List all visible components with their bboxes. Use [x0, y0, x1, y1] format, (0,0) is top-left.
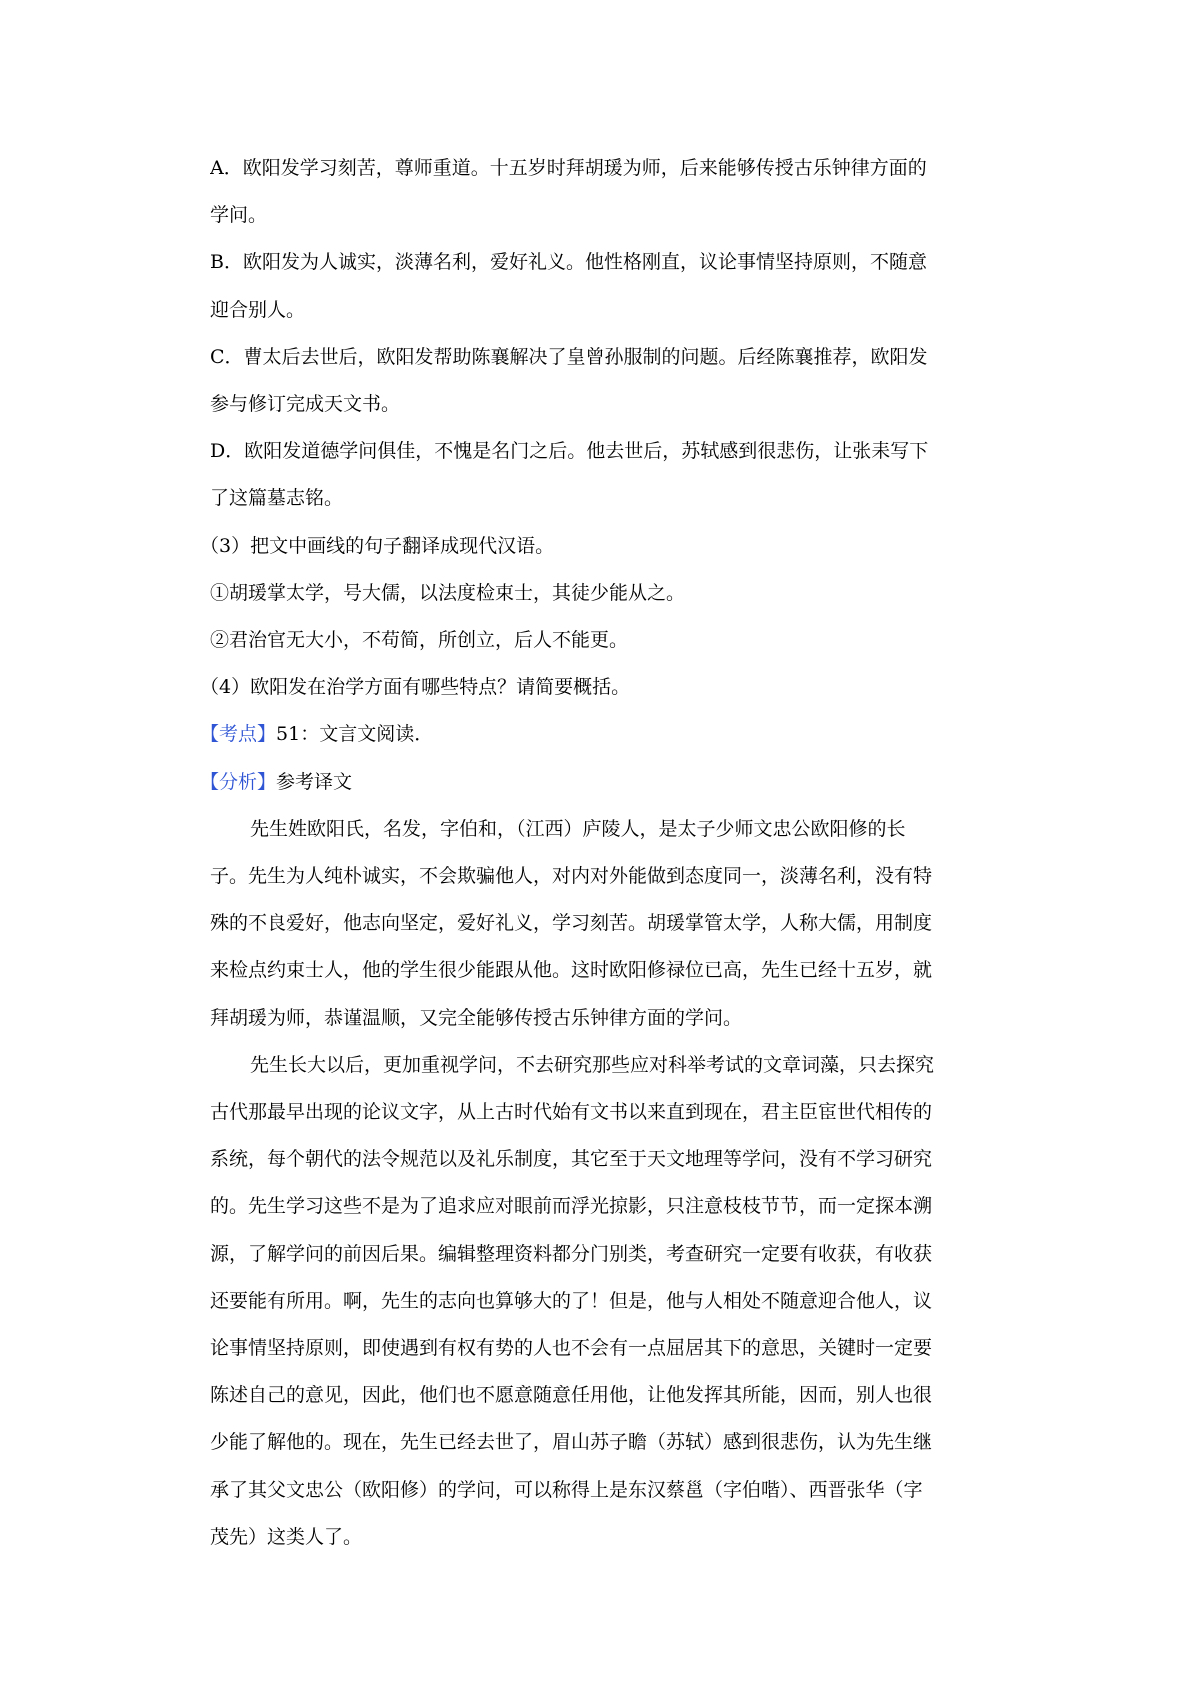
paragraph-2-line: 少能了解他的。现在，先生已经去世了，眉山苏子瞻（苏轼）感到很悲伤，认为先生继 [210, 1431, 933, 1454]
question-3-sentence-1: ①胡瑗掌太学，号大儒，以法度检束士，其徒少能从之。 [210, 581, 686, 604]
option-a-line-1: A．欧阳发学习刻苦，尊师重道。十五岁时拜胡瑗为师，后来能够传授古乐钟律方面的 [210, 157, 927, 179]
option-d-line-1: D．欧阳发道德学问俱佳，不愧是名门之后。他去世后，苏轼感到很悲伤，让张耒写下 [210, 440, 929, 463]
fenxi-line [200, 759, 1020, 806]
paragraph-2-line: 承了其父文忠公（欧阳修）的学问，可以称得上是东汉蔡邕（字伯喈）、西晋张华（字 [210, 1478, 923, 1501]
paragraph-2-line: 古代那最早出现的论议文字，从上古时代始有文书以来直到现在，君主臣宦世代相传的 [210, 1101, 933, 1124]
kaodian-line [200, 711, 1020, 758]
kaodian-tag: 【考点】 [200, 723, 277, 746]
translation-paragraph-1 [210, 806, 1020, 1042]
option-c-line-1: C．曹太后去世后，欧阳发帮助陈襄解决了皇曾孙服制的问题。后经陈襄推荐，欧阳发 [210, 345, 928, 368]
fenxi-tag: 【分析】 [200, 770, 277, 793]
option-d [210, 428, 1020, 522]
question-4-title: （4）欧阳发在治学方面有哪些特点？请简要概括。 [200, 676, 631, 699]
option-c-line-2: 参与修订完成天文书。 [210, 393, 401, 416]
paragraph-1-line: 来检点约束士人，他的学生很少能跟从他。这时欧阳修禄位已高，先生已经十五岁，就 [210, 959, 933, 982]
paragraph-2-line: 茂先）这类人了。 [210, 1525, 363, 1548]
paragraph-1-line: 先生姓欧阳氏，名发，字伯和，（江西）庐陵人，是太子少师文忠公欧阳修的长 [250, 817, 906, 840]
option-d-line-2: 了这篇墓志铭。 [210, 487, 344, 510]
paragraph-1-line: 子。先生为人纯朴诚实，不会欺骗他人，对内对外能做到态度同一，淡薄名利，没有特 [210, 865, 933, 888]
question-3-title: （3）把文中画线的句子翻译成现代汉语。 [200, 534, 555, 557]
paragraph-2-line: 还要能有所用。啊，先生的志向也算够大的了！但是，他与人相处不随意迎合他人，议 [210, 1289, 933, 1312]
paragraph-2-line: 陈述自己的意见，因此，他们也不愿意随意任用他，让他发挥其所能，因而，别人也很 [210, 1384, 933, 1407]
option-a-line-2: 学问。 [210, 204, 268, 227]
option-c [210, 334, 1020, 428]
kaodian-text: 51：文言文阅读． [276, 723, 434, 746]
paragraph-2-line: 先生长大以后，更加重视学问，不去研究那些应对科举考试的文章词藻，只去探究 [250, 1053, 935, 1076]
fenxi-text: 参考译文 [276, 770, 353, 793]
option-a [210, 145, 1020, 239]
paragraph-1-line: 殊的不良爱好，他志向坚定，爱好礼义，学习刻苦。胡瑗掌管太学，人称大儒，用制度 [210, 912, 933, 935]
translation-paragraph-2 [210, 1042, 1020, 1561]
paragraph-2-line: 的。先生学习这些不是为了追求应对眼前而浮光掠影，只注意枝枝节节，而一定探本溯 [210, 1195, 933, 1218]
paragraph-2-line: 源，了解学问的前因后果。编辑整理资料都分门别类，考查研究一定要有收获，有收获 [210, 1242, 933, 1265]
option-b [210, 239, 1020, 333]
question-3-sentence-2: ②君治官无大小，不苟简，所创立，后人不能更。 [210, 629, 629, 652]
option-b-line-1: B．欧阳发为人诚实，淡薄名利，爱好礼义。他性格刚直，议论事情坚持原则，不随意 [210, 251, 927, 274]
paragraph-2-line: 系统，每个朝代的法令规范以及礼乐制度，其它至于天文地理等学问，没有不学习研究 [210, 1148, 933, 1171]
paragraph-2-line: 论事情坚持原则，即使遇到有权有势的人也不会有一点屈居其下的意思，关键时一定要 [210, 1337, 933, 1360]
option-b-line-2: 迎合别人。 [210, 298, 306, 321]
paragraph-1-line: 拜胡瑗为师，恭谨温顺，又完全能够传授古乐钟律方面的学问。 [210, 1006, 743, 1029]
